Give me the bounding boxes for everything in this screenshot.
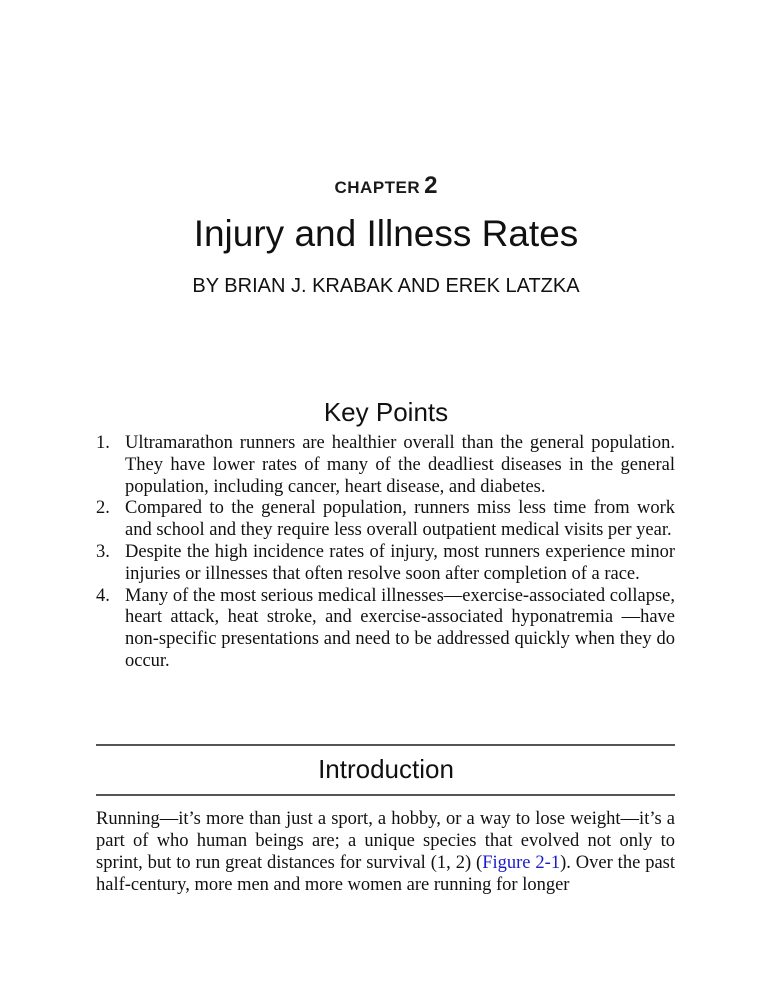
introduction-paragraph <box>96 808 675 896</box>
intro-text-start: Running—it’s more than just a sport, a hobby, or a way to lose weight—it’s a part of who human beings are; a unique species that evolved not only to sprint, but to run great distances for survival (1, 2) ( <box>96 809 675 873</box>
chapter-authors: BY BRIAN J. KRABAK AND EREK LATZKA <box>192 275 580 297</box>
list-item <box>96 433 675 498</box>
key-points-heading: Key Points <box>323 397 449 427</box>
list-item-text: Compared to the general population, runners miss less time from work and school and they require less overall outpatient medical visits per year. <box>125 498 675 541</box>
intro-text-end: ). Over the past half-century, more men and more women are running for longer <box>96 853 675 895</box>
chapter-title: Injury and Illness Rates <box>193 213 579 254</box>
list-item-text: Many of the most serious medical illnesses—exercise-associated collapse, heart attack, heat stroke, and exercise-associated hyponatremia —have non-specific presentations and need to be addressed quickly when they do occur. <box>125 585 675 671</box>
list-marker: 3. <box>96 541 110 562</box>
section-divider-bottom <box>96 794 675 796</box>
chapter-word: CHAPTER <box>334 178 421 197</box>
chapter-label <box>0 172 772 200</box>
list-marker: 4. <box>96 585 110 606</box>
list-item <box>96 542 675 586</box>
list-item-text: Ultramarathon runners are healthier overall than the general population. They have lower rates of many of the deadliest diseases in the general population, including cancer, heart disease, and diabetes. <box>125 433 675 497</box>
list-item <box>96 498 675 542</box>
list-marker: 2. <box>96 498 110 519</box>
introduction-heading: Introduction <box>318 754 454 784</box>
section-divider-top <box>96 744 675 746</box>
key-points-list <box>96 433 675 673</box>
list-item-text: Despite the high incidence rates of injury, most runners experience minor injuries or illnesses that often resolve soon after completion of a race. <box>125 541 675 584</box>
list-item <box>96 586 675 673</box>
chapter-number: 2 <box>424 172 438 199</box>
figure-2-1-link[interactable]: Figure 2-1 <box>482 853 561 873</box>
list-marker: 1. <box>96 433 110 453</box>
